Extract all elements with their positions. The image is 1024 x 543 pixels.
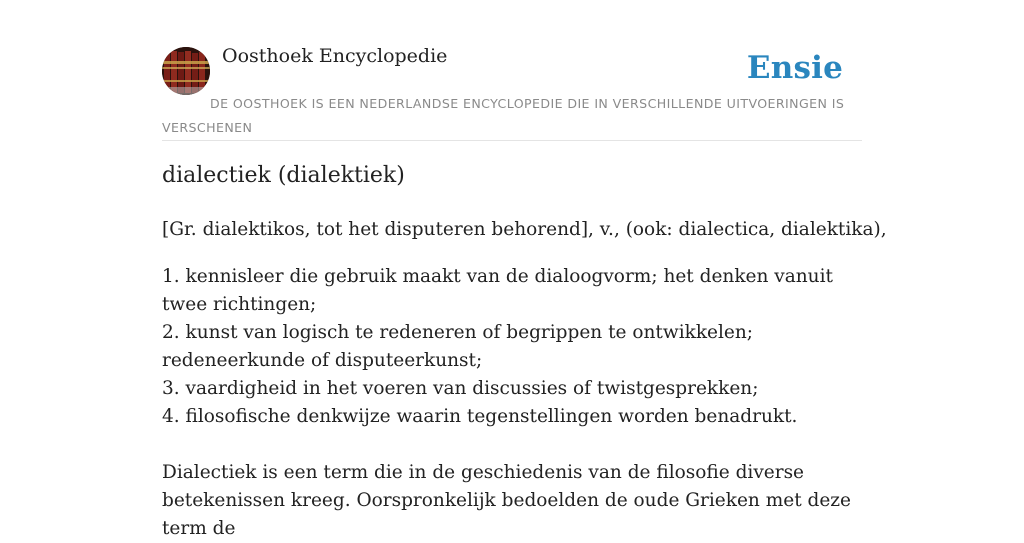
definition-item-4: 4. filosofische denkwijze waarin tegenstellingen worden benadrukt.: [162, 406, 798, 427]
page-container: [162, 0, 887, 539]
definition-item-2: 2. kunst van logisch te redeneren of begrippen te ontwikkelen; redeneerkunde of disputeerkunst;: [162, 322, 753, 371]
definition-item-1: 1. kennisleer die gebruik maakt van de dialoogvorm; het denken vanuit twee richtingen;: [162, 266, 833, 315]
site-name-link[interactable]: Oosthoek Encyclopedie: [222, 45, 448, 67]
body-paragraph: Dialectiek is een term die in de geschiedenis van de filosofie diverse betekenissen kreeg. Oorspronkelijk bedoelden de oude Grieken met deze term de: [162, 462, 851, 539]
ensie-logo-link[interactable]: Ensie: [746, 50, 843, 86]
definition-item-3: 3. vaardigheid in het voeren van discussies of twistgesprekken;: [162, 378, 759, 399]
books-icon: [162, 47, 210, 95]
definitions-list: [162, 263, 862, 431]
encyclopedia-books-avatar[interactable]: [162, 47, 210, 95]
site-tagline: DE OOSTHOEK IS EEN NEDERLANDSE ENCYCLOPEDIE DIE IN VERSCHILLENDE UITVOERINGEN IS VERSCHENEN: [162, 96, 845, 135]
etymology-text: [Gr. dialektikos, tot het disputeren behorend], v., (ook: dialectica, dialektika),: [162, 219, 887, 240]
site-header: [162, 0, 862, 141]
article-content: [162, 216, 887, 543]
article-title: dialectiek (dialektiek): [162, 163, 405, 188]
